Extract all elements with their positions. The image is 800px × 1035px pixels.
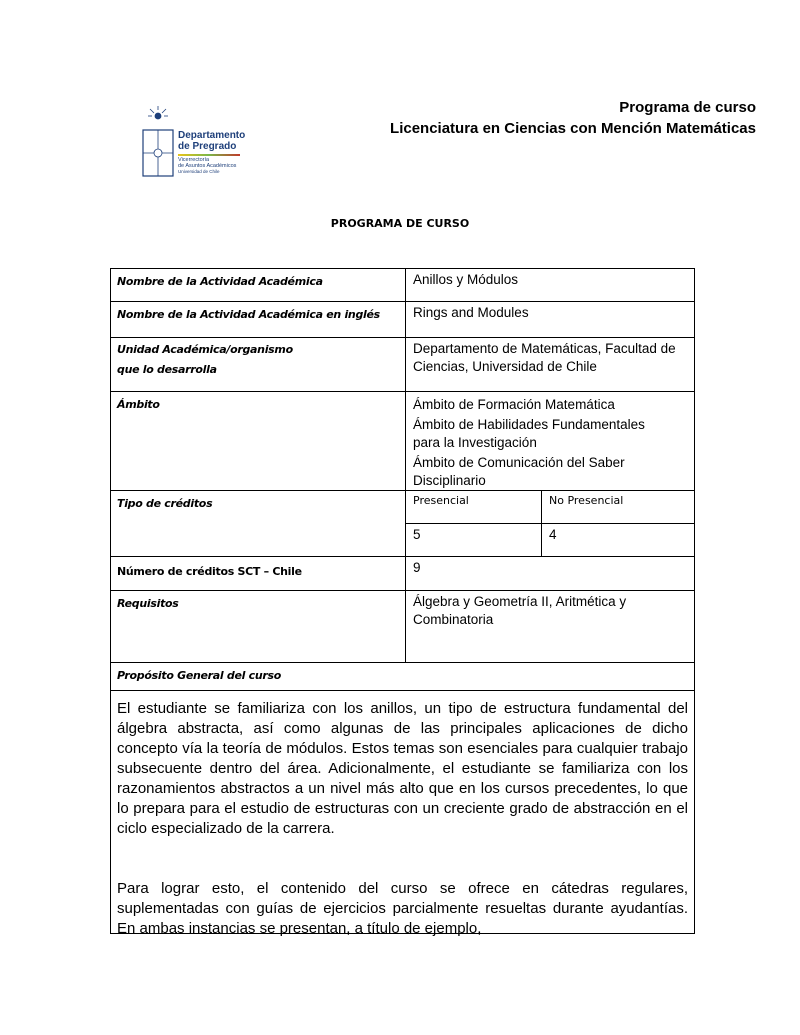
logo-name-1: Departamento: [178, 130, 246, 141]
university-logo: [140, 106, 270, 181]
purpose-paragraph-1: El estudiante se familiariza con los anillos, un tipo de estructura fundamental del álgebra abstracta, así como algunas de las principales aplicaciones de dicho concepto vía la teoría de módulos. Estos temas son esenciales para cualquier trabajo subsecuente dentro del área. Adicionalmente, el estudiante se familiariza con los razonamientos abstractos a un nivel más alto que en los cursos precedentes, lo que lo prepara para el estudio de estructuras con un creciente grado de abstracción en el ciclo especializado de la carrera.: [117, 700, 688, 837]
value-requisitos: Álgebra y Geometría II, Aritmética y Combinatoria: [405, 590, 695, 663]
logo-sub-3: Universidad de Chile: [178, 169, 220, 174]
label-nombre-ingles: Nombre de la Actividad Académica en inglés: [110, 301, 406, 338]
header-line-1: Programa de curso: [619, 99, 756, 116]
ambito-item: Ámbito de Comunicación del Saber Disciplinario: [413, 455, 625, 488]
header-line-2: Licenciatura en Ciencias con Mención Matemáticas: [390, 120, 756, 137]
value-no-presencial: 4: [541, 523, 695, 557]
label-creditos-sct: Número de créditos SCT – Chile: [110, 556, 406, 591]
value-ambito: [405, 391, 695, 491]
header-presencial: Presencial: [405, 490, 542, 524]
purpose-paragraph-2: Para lograr esto, el contenido del curso se ofrece en cátedras regulares, suplementadas con guías de ejercicios parcialmente resueltas durante ayudantías. En ambas instancias se presentan, a título de ejemplo,: [117, 880, 688, 937]
crest-icon: [140, 106, 176, 180]
logo-sub-1: Vicerrectoría: [178, 157, 210, 163]
document-title: PROGRAMA DE CURSO: [330, 217, 470, 230]
label-requisitos: Requisitos: [110, 590, 406, 663]
ambito-item: Ámbito de Formación Matemática: [413, 397, 615, 412]
label-tipo-creditos: Tipo de créditos: [110, 490, 406, 557]
label-unidad: Unidad Académica/organismo que lo desarrolla: [110, 337, 406, 392]
label-ambito: Ámbito: [110, 391, 406, 491]
ambito-item: Ámbito de Habilidades Fundamentales para la Investigación: [413, 417, 645, 450]
logo-sub-2: de Asuntos Académicos: [178, 163, 237, 169]
header-no-presencial: No Presencial: [541, 490, 695, 524]
value-nombre: Anillos y Módulos: [405, 268, 695, 302]
value-unidad: Departamento de Matemáticas, Facultad de Ciencias, Universidad de Chile: [405, 337, 695, 392]
logo-stripe: [178, 154, 240, 156]
label-proposito: Propósito General del curso: [110, 662, 695, 691]
value-presencial: 5: [405, 523, 542, 557]
label-nombre: Nombre de la Actividad Académica: [110, 268, 406, 302]
logo-name-2: de Pregrado: [178, 141, 237, 152]
value-creditos-sct: 9: [405, 556, 695, 591]
purpose-body: [110, 690, 695, 937]
value-nombre-ingles: Rings and Modules: [405, 301, 695, 338]
